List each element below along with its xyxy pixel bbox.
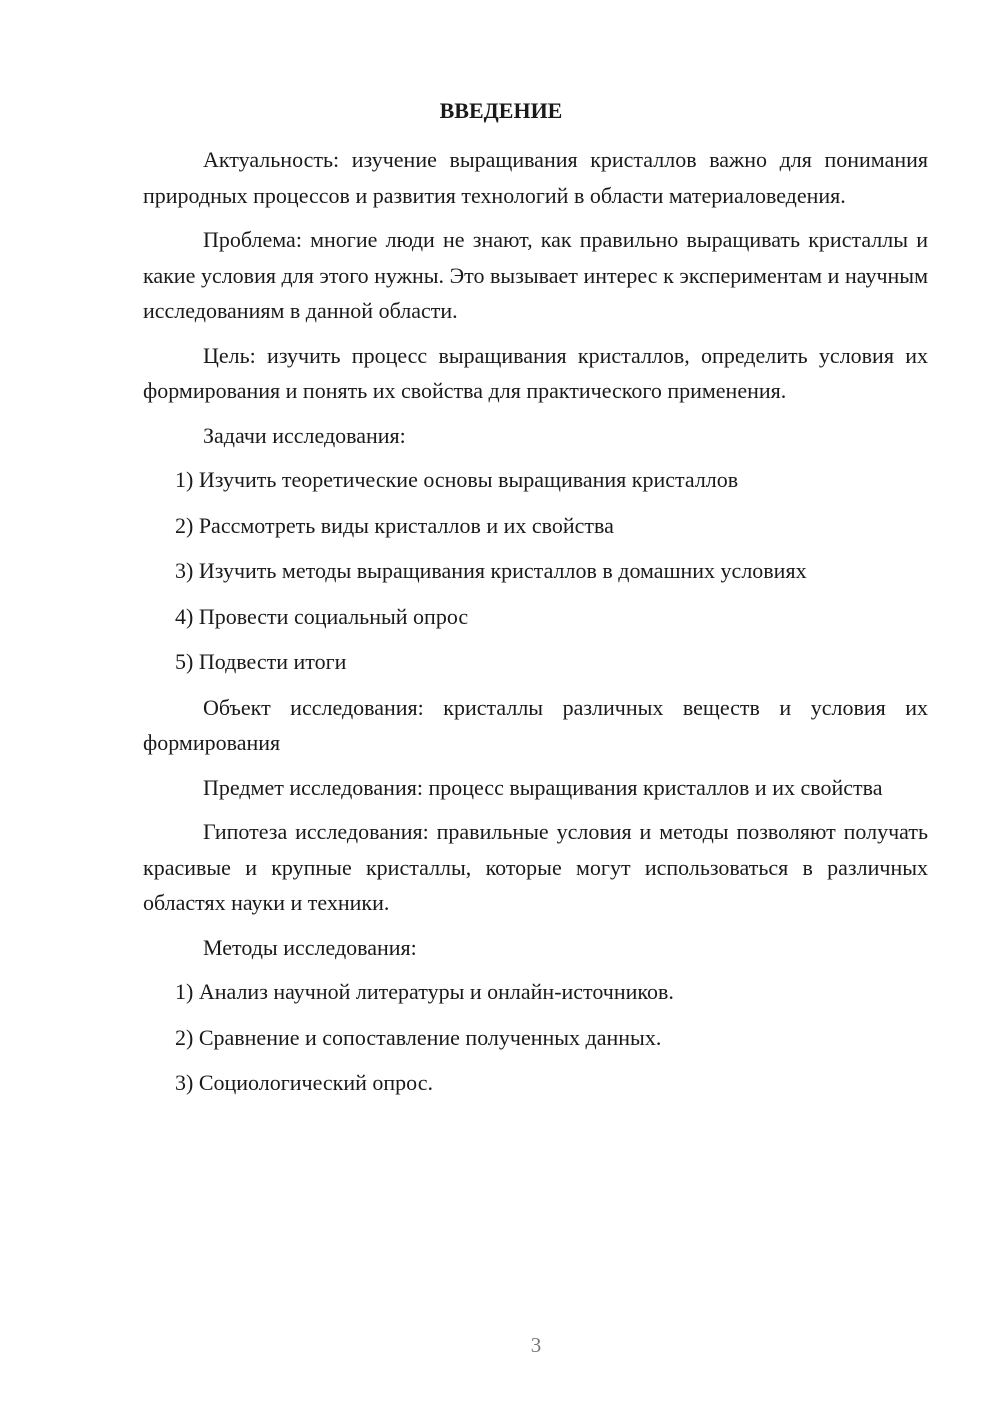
relevance-paragraph: Актуальность: изучение выращивания кристаллов важно для понимания природных процессов и развития технологий в области материаловедения. bbox=[143, 147, 928, 208]
list-item: 2) Рассмотреть виды кристаллов и их свойства bbox=[175, 512, 614, 538]
document-body bbox=[143, 142, 928, 1111]
list-item: 3) Изучить методы выращивания кристаллов в домашних условиях bbox=[175, 558, 807, 583]
list-item: 1) Анализ научной литературы и онлайн-источников. bbox=[175, 979, 674, 1004]
tasks-list bbox=[143, 462, 928, 680]
hypothesis-paragraph: Гипотеза исследования: правильные условия и методы позволяют получать красивые и крупные кристаллы, которые могут использоваться в различных областях науки и техники. bbox=[143, 819, 928, 915]
list-item: 2) Сравнение и сопоставление полученных данных. bbox=[175, 1024, 662, 1050]
problem-paragraph: Проблема: многие люди не знают, как правильно выращивать кристаллы и какие условия для этого нужны. Это вызывает интерес к экспериментам и научным исследованиям в данной области. bbox=[143, 227, 928, 323]
goal-paragraph: Цель: изучить процесс выращивания кристаллов, определить условия их формирования и понять их свойства для практического применения. bbox=[143, 342, 928, 403]
tasks-heading: Задачи исследования: bbox=[203, 422, 406, 448]
object-paragraph: Объект исследования: кристаллы различных веществ и условия их формирования bbox=[143, 694, 928, 755]
subject-paragraph: Предмет исследования: процесс выращивания кристаллов и их свойства bbox=[203, 774, 883, 800]
list-item: 3) Социологический опрос. bbox=[175, 1070, 433, 1095]
methods-heading: Методы исследования: bbox=[203, 934, 417, 960]
list-item: 1) Изучить теоретические основы выращивания кристаллов bbox=[175, 467, 739, 492]
list-item: 4) Провести социальный опрос bbox=[175, 603, 469, 629]
list-item: 5) Подвести итоги bbox=[175, 649, 347, 674]
page-number: 3 bbox=[530, 1333, 542, 1357]
methods-list bbox=[143, 974, 928, 1101]
page-title: ВВЕДЕНИЕ bbox=[439, 98, 563, 123]
